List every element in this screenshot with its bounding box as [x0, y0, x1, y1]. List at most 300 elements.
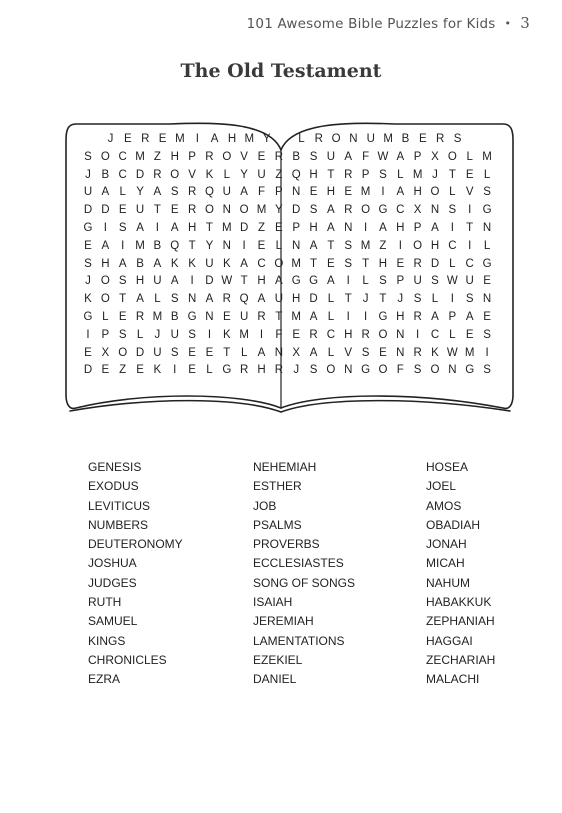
grid-letter: R [153, 168, 162, 181]
grid-letter: M [482, 150, 492, 163]
word-list-item: JUDGES [88, 575, 137, 590]
grid-letter: A [431, 310, 439, 323]
grid-letter: P [361, 168, 370, 181]
word-list-item: LAMENTATIONS [253, 633, 345, 648]
grid-row [82, 204, 494, 222]
grid-letter: T [362, 257, 370, 270]
grid-letter: U [413, 275, 422, 288]
grid-letter: U [257, 168, 266, 181]
grid-letter: V [240, 150, 248, 163]
word-list-item: KINGS [88, 633, 126, 648]
grid-letter: A [210, 133, 219, 145]
grid-letter: I [346, 275, 350, 288]
grid-letter: A [309, 346, 318, 359]
word-list-item: PROVERBS [253, 537, 320, 552]
grid-letter: X [431, 150, 439, 163]
grid-letter: M [135, 239, 145, 252]
grid-letter: A [327, 204, 335, 217]
grid-letter: M [135, 150, 145, 163]
grid-row [82, 311, 494, 329]
grid-letter: A [153, 257, 162, 270]
grid-letter: T [310, 257, 318, 270]
word-list-column-3 [426, 460, 495, 692]
grid-letter: G [83, 221, 93, 234]
grid-letter: N [205, 310, 214, 323]
grid-letter: L [431, 293, 439, 306]
grid-letter: G [83, 310, 93, 323]
grid-letter: Y [205, 239, 214, 252]
grid-letter: D [239, 221, 249, 234]
grid-letter: E [465, 168, 474, 181]
grid-letter: I [450, 221, 454, 234]
grid-letter: O [222, 150, 232, 163]
grid-letter: S [309, 204, 318, 217]
grid-letter: G [222, 364, 232, 377]
grid-letter: W [446, 346, 458, 359]
grid-letter: V [344, 346, 353, 359]
grid-letter: L [154, 293, 161, 306]
grid-letter: K [170, 257, 179, 270]
word-list-column-2 [253, 460, 355, 692]
grid-letter: M [412, 168, 423, 181]
grid-letter: A [327, 275, 335, 288]
grid-letter: N [274, 346, 283, 359]
grid-letter: E [222, 310, 231, 323]
grid-letter: S [483, 364, 491, 377]
grid-letter: Q [291, 168, 301, 181]
grid-letter: K [222, 257, 231, 270]
grid-letter: C [118, 150, 127, 163]
grid-letter: K [431, 346, 439, 359]
page-number: 3 [520, 14, 530, 32]
word-list-item: SAMUEL [88, 614, 138, 629]
grid-letter: E [188, 346, 196, 359]
grid-letter: O [100, 293, 110, 306]
grid-letter: M [222, 221, 232, 234]
grid-letter: T [379, 293, 387, 306]
grid-letter: Z [379, 239, 387, 252]
grid-letter: S [413, 364, 422, 377]
grid-letter: S [344, 257, 353, 270]
grid-letter: A [101, 239, 110, 252]
grid-letter: N [448, 364, 457, 377]
grid-letter: U [83, 186, 93, 199]
grid-letter: A [240, 257, 248, 270]
book-title: 101 Awesome Bible Puzzles for Kids [246, 16, 496, 32]
grid-letter: P [413, 150, 422, 163]
grid-letter: T [344, 293, 352, 306]
grid-letter: L [449, 186, 456, 199]
grid-letter: A [257, 346, 266, 359]
grid-letter: D [83, 204, 93, 217]
grid-letter: S [344, 239, 353, 252]
word-list-item: DEUTERONOMY [88, 537, 183, 552]
word-list-item: NUMBERS [88, 517, 149, 532]
book-cover-bottom [70, 401, 510, 412]
grid-letter: S [483, 328, 491, 341]
grid-letter: A [170, 275, 179, 288]
grid-letter: B [136, 257, 144, 270]
grid-letter: S [118, 328, 127, 341]
grid-letter: R [344, 204, 353, 217]
grid-letter: U [465, 275, 474, 288]
grid-letter: H [101, 257, 110, 270]
grid-letter: D [135, 168, 145, 181]
header-bullet: • [504, 17, 512, 30]
word-list-item: MICAH [426, 556, 465, 571]
grid-letter: G [482, 257, 492, 270]
grid-letter: N [396, 346, 405, 359]
grid-letter: G [378, 310, 388, 323]
grid-letter: S [361, 346, 370, 359]
grid-letter: S [483, 186, 491, 199]
grid-letter: E [379, 346, 387, 359]
grid-letter: E [483, 275, 491, 288]
grid-row [82, 347, 494, 365]
grid-row [82, 329, 494, 347]
grid-letter: H [227, 133, 237, 145]
grid-letter: R [344, 168, 353, 181]
grid-letter: U [153, 346, 162, 359]
grid-letter: A [344, 150, 353, 163]
grid-letter: L [483, 168, 491, 181]
grid-letter: M [360, 239, 371, 252]
grid-letter: T [327, 239, 335, 252]
word-list-item: DANIEL [253, 672, 297, 687]
word-list-item: RUTH [88, 595, 122, 610]
word-list-item: HAGGAI [426, 633, 473, 648]
grid-letter: A [309, 239, 318, 252]
grid-letter: A [396, 150, 405, 163]
grid-letter: G [309, 275, 319, 288]
grid-letter: K [205, 168, 214, 181]
grid-letter: L [327, 293, 335, 306]
grid-letter: R [436, 133, 445, 145]
grid-letter: N [222, 239, 231, 252]
word-list-item: ESTHER [253, 479, 302, 494]
grid-letter: R [413, 310, 422, 323]
grid-letter: U [135, 204, 145, 217]
grid-letter: E [275, 221, 283, 234]
grid-letter: K [188, 257, 196, 270]
grid-letter: L [298, 133, 305, 145]
grid-letter: L [275, 239, 283, 252]
word-list-item: SONG OF SONGS [253, 575, 356, 590]
grid-letter: N [482, 221, 492, 234]
grid-letter: R [135, 310, 145, 323]
grid-letter: O [378, 364, 388, 377]
grid-letter: E [205, 346, 214, 359]
grid-letter: A [379, 221, 387, 234]
word-list-item: ZEPHANIAH [426, 614, 495, 629]
grid-letter: U [326, 150, 336, 163]
grid-letter: E [309, 186, 318, 199]
grid-row [82, 258, 494, 276]
grid-letter: G [378, 204, 388, 217]
grid-letter: G [482, 204, 492, 217]
grid-letter: P [448, 310, 457, 323]
grid-letter: A [396, 186, 405, 199]
grid-letter: I [259, 328, 264, 341]
grid-letter: A [431, 221, 439, 234]
grid-letter: J [293, 364, 300, 377]
grid-letter: L [397, 168, 404, 181]
grid-letter: A [240, 186, 248, 199]
grid-letter: C [396, 204, 405, 217]
grid-letter: E [292, 328, 301, 341]
grid-letter: L [327, 346, 335, 359]
grid-letter: C [257, 257, 266, 270]
grid-letter: B [292, 150, 301, 163]
grid-letter: A [153, 186, 162, 199]
grid-letter: Y [262, 133, 271, 145]
word-list-item: JOEL [426, 479, 457, 494]
grid-letter: O [378, 328, 388, 341]
grid-letter: V [188, 168, 196, 181]
grid-letter: H [430, 239, 440, 252]
grid-letter: P [292, 221, 301, 234]
grid-letter: M [239, 328, 249, 341]
grid-letter: Z [257, 221, 266, 234]
grid-row [82, 169, 494, 187]
grid-letter: H [292, 293, 301, 306]
grid-letter: I [468, 239, 472, 252]
grid-letter: T [448, 168, 456, 181]
grid-letter: H [326, 186, 336, 199]
grid-letter: C [465, 257, 474, 270]
grid-letter: R [257, 310, 266, 323]
grid-letter: P [188, 150, 196, 163]
grid-letter: J [432, 168, 438, 181]
word-list-column-1 [88, 460, 183, 692]
grid-letter: A [136, 293, 144, 306]
grid-letter: R [309, 328, 318, 341]
grid-letter: S [188, 328, 196, 341]
grid-letter: R [187, 186, 197, 199]
grid-letter: E [327, 257, 335, 270]
grid-letter: E [483, 310, 491, 323]
grid-letter: I [363, 221, 368, 234]
grid-letter: L [102, 310, 109, 323]
grid-letter: I [363, 310, 368, 323]
grid-letter: A [118, 257, 127, 270]
grid-letter: C [326, 328, 336, 341]
grid-letter: S [413, 293, 422, 306]
grid-letter: P [275, 186, 283, 199]
grid-letter: B [401, 133, 410, 145]
grid-letter: I [173, 364, 177, 377]
word-list-item: JOB [253, 498, 277, 513]
word-list-item: EXODUS [88, 479, 139, 494]
grid-letter: O [331, 133, 341, 145]
grid-letter: L [119, 186, 126, 199]
grid-letter: I [468, 204, 472, 217]
grid-letter: S [379, 275, 387, 288]
grid-letter: N [349, 133, 358, 145]
grid-letter: Z [153, 150, 161, 163]
grid-letter: T [119, 293, 127, 306]
grid-letter: Z [275, 168, 283, 181]
grid-letter: R [413, 257, 422, 270]
grid-letter: B [170, 310, 179, 323]
grid-letter: M [464, 346, 475, 359]
word-list-item: EZEKIEL [253, 652, 303, 667]
grid-letter: E [84, 239, 92, 252]
grid-letter: L [466, 150, 473, 163]
grid-letter: E [188, 364, 196, 377]
grid-letter: H [170, 150, 179, 163]
grid-letter: H [396, 221, 405, 234]
grid-letter: D [83, 364, 93, 377]
grid-letter: M [256, 204, 267, 217]
grid-letter: E [158, 133, 167, 145]
grid-letter: E [396, 257, 405, 270]
word-list-item: JOSHUA [88, 556, 137, 571]
grid-letter: W [377, 150, 389, 163]
grid-letter: F [396, 364, 404, 377]
grid-letter: C [430, 328, 440, 341]
grid-letter: N [222, 204, 231, 217]
grid-letter: N [482, 293, 492, 306]
grid-letter: A [205, 293, 214, 306]
word-list-item: OBADIAH [426, 517, 481, 532]
grid-letter: R [187, 204, 197, 217]
grid-letter: S [309, 364, 318, 377]
grid-letter: B [153, 239, 162, 252]
grid-letter: N [292, 239, 301, 252]
grid-letter: L [327, 310, 335, 323]
grid-letter: J [85, 168, 91, 181]
grid-letter: C [118, 168, 127, 181]
grid-row [82, 151, 494, 169]
grid-letter: I [416, 328, 420, 341]
grid-letter: O [430, 186, 440, 199]
word-list-item: NEHEMIAH [253, 460, 317, 474]
grid-letter: N [396, 328, 405, 341]
grid-letter: N [344, 364, 353, 377]
grid-letter: L [449, 328, 456, 341]
grid-letter: R [314, 133, 323, 145]
grid-letter: I [190, 275, 194, 288]
grid-letter: S [118, 221, 127, 234]
grid-letter: S [118, 275, 127, 288]
grid-letter: M [291, 310, 301, 323]
word-list-item: PSALMS [253, 517, 302, 532]
grid-letter: U [274, 293, 283, 306]
grid-letter: U [222, 186, 231, 199]
word-list-item: AMOS [426, 498, 462, 513]
grid-letter: O [413, 239, 423, 252]
grid-letter: O [170, 168, 180, 181]
grid-letter: I [155, 221, 159, 234]
grid-letter: S [170, 293, 179, 306]
grid-letter: E [118, 310, 127, 323]
grid-letter: R [205, 150, 214, 163]
grid-letter: R [141, 133, 150, 145]
grid-letter: E [257, 150, 266, 163]
grid-letter: H [309, 221, 318, 234]
grid-letter: G [361, 364, 371, 377]
grid-letter: D [309, 293, 318, 306]
grid-letter: H [257, 364, 266, 377]
grid-letter: I [103, 221, 107, 234]
grid-letter: T [275, 310, 283, 323]
grid-letter: M [291, 257, 301, 270]
word-list-item: ISAIAH [253, 595, 293, 610]
grid-letter: E [419, 133, 427, 145]
grid-letter: W [446, 275, 458, 288]
grid-letter: T [466, 221, 474, 234]
grid-letter: A [275, 275, 283, 288]
grid-letter: J [362, 293, 369, 306]
grid-letter: A [170, 221, 179, 234]
grid-letter: O [239, 204, 249, 217]
grid-letter: E [257, 239, 266, 252]
grid-letter: S [431, 275, 439, 288]
grid-letter: I [195, 133, 199, 145]
grid-letter: D [101, 204, 110, 217]
grid-letter: C [448, 239, 457, 252]
grid-letter: S [170, 346, 179, 359]
grid-letter: I [207, 328, 212, 341]
grid-letter: N [187, 293, 197, 306]
grid-letter: D [135, 346, 145, 359]
page-title: The Old Testament [180, 60, 382, 82]
grid-letter: R [239, 364, 249, 377]
grid-row [82, 133, 494, 151]
grid-letter: N [344, 221, 353, 234]
grid-letter: E [124, 133, 132, 145]
grid-letter: O [118, 346, 128, 359]
grid-letter: E [84, 346, 92, 359]
grid-letter: M [360, 186, 371, 199]
grid-letter: L [240, 346, 248, 359]
grid-letter: I [86, 328, 90, 341]
word-list-item: NAHUM [426, 575, 470, 590]
grid-letter: X [101, 346, 110, 359]
word-list-item: GENESIS [88, 460, 142, 474]
grid-letter: K [222, 328, 231, 341]
grid-letter: A [136, 221, 144, 234]
grid-letter: H [135, 275, 145, 288]
grid-letter: S [465, 293, 474, 306]
grid-letter: S [448, 204, 457, 217]
grid-letter: A [257, 293, 266, 306]
grid-letter: I [242, 239, 246, 252]
grid-letter: B [101, 168, 110, 181]
word-list-item: ZECHARIAH [426, 652, 496, 667]
grid-letter: T [205, 221, 213, 234]
word-list-item: CHRONICLES [88, 652, 167, 667]
grid-letter: M [175, 133, 185, 145]
grid-letter: I [381, 186, 385, 199]
grid-letter: I [450, 293, 454, 306]
grid-letter: T [188, 239, 196, 252]
word-list-item: JONAH [426, 537, 467, 552]
grid-letter: L [362, 275, 369, 288]
grid-row [82, 222, 494, 240]
grid-letter: E [118, 204, 127, 217]
grid-row [82, 275, 494, 293]
grid-letter: I [485, 346, 489, 359]
grid-letter: N [430, 204, 440, 217]
grid-letter: Z [119, 364, 127, 377]
grid-letter: A [101, 186, 110, 199]
grid-letter: N [292, 186, 301, 199]
grid-letter: U [205, 257, 214, 270]
word-list-item: HABAKKUK [426, 595, 492, 610]
grid-letter: O [361, 204, 371, 217]
